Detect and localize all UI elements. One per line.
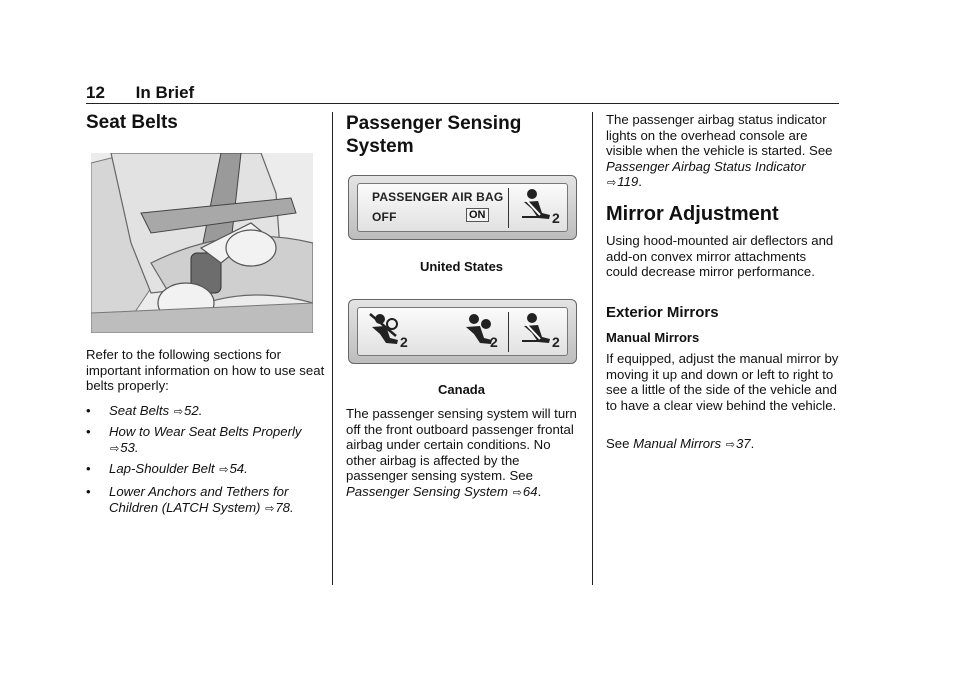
page-ref: 37	[735, 436, 751, 451]
link-passenger-sensing[interactable]: Passenger Sensing System	[346, 483, 508, 499]
page-ref: 78	[275, 499, 291, 515]
panel-off: OFF	[372, 210, 397, 224]
airbag-off-icon	[368, 312, 400, 352]
canada-caption: Canada	[438, 382, 485, 397]
passenger-sensing-body	[346, 406, 582, 502]
list-item	[87, 484, 327, 516]
seat-belts-heading: Seat Belts	[86, 112, 178, 133]
column-divider-2	[592, 112, 593, 585]
page-ref: 53	[120, 439, 135, 455]
bullet-dot: •	[86, 403, 91, 418]
suffix: .	[244, 461, 248, 476]
suffix: .	[134, 439, 139, 455]
page-ref: 119	[617, 174, 639, 190]
us-indicator-panel	[348, 175, 577, 240]
seatbelt-occupant-icon	[518, 311, 554, 351]
page-arrow-icon: ⇨	[265, 502, 275, 515]
list-item	[87, 461, 327, 477]
manual-mirrors-heading: Manual Mirrors	[606, 330, 700, 345]
exterior-mirrors-heading: Exterior Mirrors	[606, 304, 719, 321]
suffix: .	[290, 499, 294, 515]
panel-on: ON	[466, 208, 489, 222]
panel-divider	[508, 188, 509, 228]
panel-line1: PASSENGER AIR BAG	[372, 190, 504, 204]
seatbelt-occupant-icon	[518, 187, 554, 227]
manual-mirrors-ref	[606, 436, 842, 454]
link-latch[interactable]: Lower Anchors and Tethers for Children (LATCH System)	[109, 484, 289, 515]
body-text: The passenger sensing system will turn off the front outboard passenger frontal airbag under certain conditions. No other airbag is affected by the passenger sensing system. See	[346, 406, 577, 484]
status-indicator-text	[606, 112, 842, 192]
column-divider-1	[332, 112, 333, 585]
page-ref: 54	[229, 461, 245, 476]
seat-belt-figure-icon	[91, 153, 313, 333]
page-arrow-icon: ⇨	[219, 464, 229, 476]
body-text: See	[606, 436, 634, 451]
seat-belts-intro: Refer to the following sections for important information on how to use seat belts properly:	[86, 347, 325, 394]
suffix: .	[750, 436, 755, 451]
page-arrow-icon: ⇨	[607, 177, 617, 190]
mirror-text: Using hood-mounted air deflectors and add-on convex mirror attachments could decrease mirror performance.	[606, 233, 834, 280]
page-header	[86, 83, 194, 103]
list-item	[87, 424, 327, 456]
link-how-to-wear[interactable]: How to Wear Seat Belts Properly	[109, 424, 302, 439]
mirror-adjustment-heading: Mirror Adjustment	[606, 203, 779, 225]
page-arrow-icon: ⇨	[173, 406, 184, 418]
page-arrow-icon: ⇨	[512, 486, 522, 499]
page-arrow-icon: ⇨	[110, 442, 120, 455]
bullet-dot: •	[86, 484, 91, 499]
link-status-indicator[interactable]: Passenger Airbag Status Indicator	[606, 158, 806, 174]
manual-mirrors-text: If equipped, adjust the manual mirror by moving it up and down or left to right to see a little of the side of the vehicle and to have a clear view behind the vehicle.	[606, 351, 839, 413]
link-manual-mirrors[interactable]: Manual Mirrors	[633, 436, 722, 451]
page-number: 12	[86, 83, 105, 102]
suffix: .	[638, 174, 642, 190]
page-ref: 64	[522, 483, 538, 499]
seat-number: 2	[400, 334, 408, 350]
header-rule	[86, 103, 839, 104]
list-item	[87, 403, 327, 419]
page-ref: 52	[184, 403, 199, 418]
bullet-dot: •	[86, 461, 91, 476]
suffix: .	[537, 483, 542, 499]
bullet-dot: •	[86, 424, 91, 439]
suffix: .	[198, 403, 203, 418]
us-caption: United States	[419, 259, 504, 274]
seat-number: 2	[490, 334, 498, 350]
seat-number: 2	[552, 334, 560, 350]
seat-belt-illustration	[91, 153, 313, 333]
page-arrow-icon: ⇨	[725, 439, 735, 451]
link-seat-belts[interactable]: Seat Belts	[109, 403, 170, 418]
body-text: The passenger airbag status indicator lights on the overhead console are visible when the vehicle is started. See	[606, 112, 833, 159]
section-title: In Brief	[135, 83, 195, 102]
seat-number: 2	[552, 210, 560, 226]
passenger-sensing-heading: Passenger Sensing System	[346, 113, 522, 157]
link-lap-shoulder[interactable]: Lap-Shoulder Belt	[109, 461, 215, 476]
canada-indicator-panel	[348, 299, 577, 364]
panel-divider	[508, 312, 509, 352]
